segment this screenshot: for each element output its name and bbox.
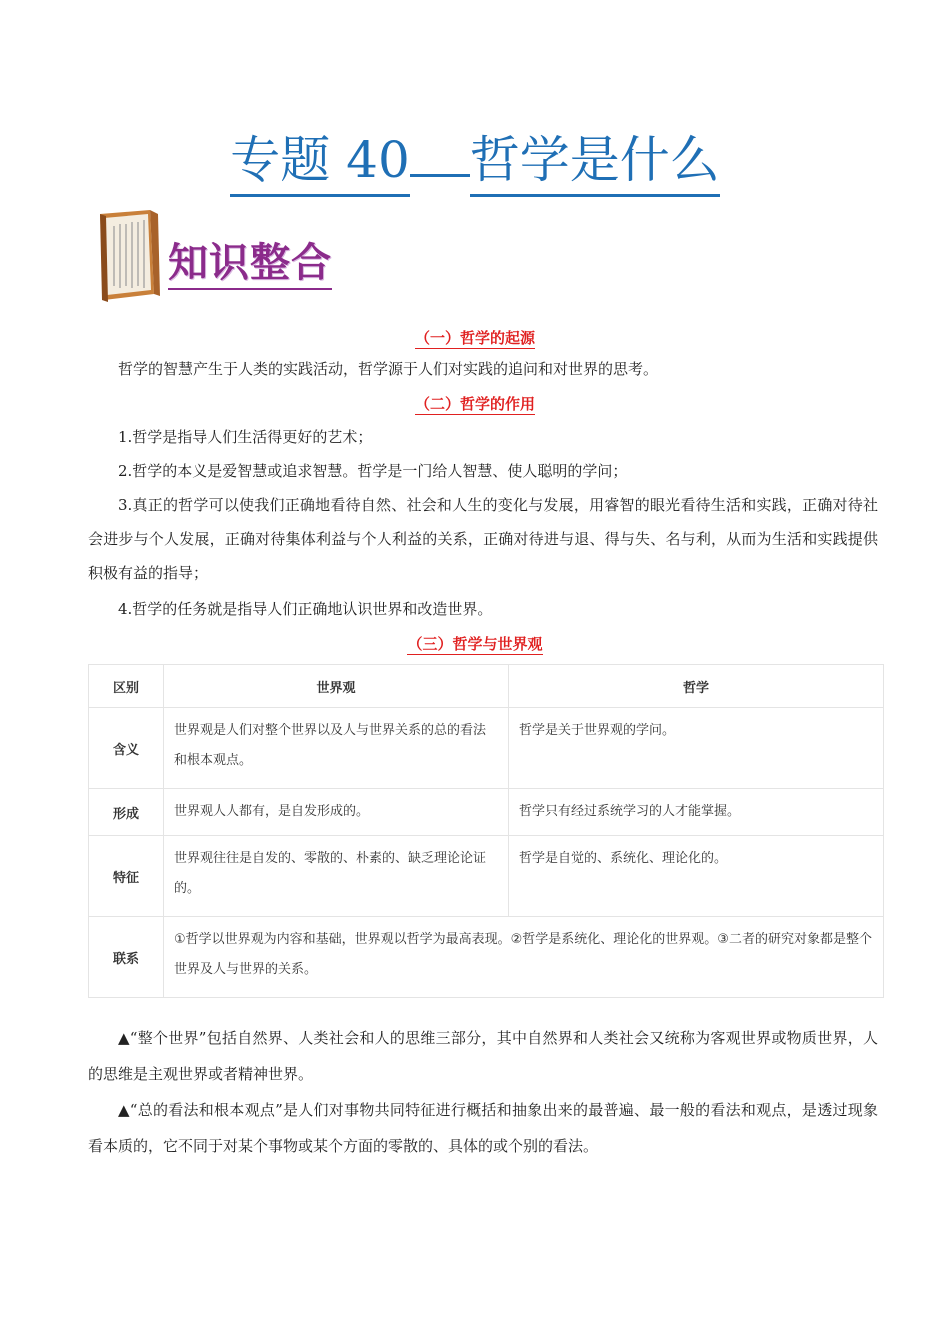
role-item-1: 1.哲学是指导人们生活得更好的艺术； xyxy=(118,428,373,446)
table-row xyxy=(89,708,884,789)
row-label: 联系 xyxy=(89,917,164,998)
note-paragraph: ▲“整个世界”包括自然界、人类社会和人的思维三部分，其中自然界和人类社会又统称为客观世界或物质世界，人的思维是主观世界或者精神世界。 xyxy=(88,1029,878,1083)
worldview-cell: 世界观往往是自发的、零散的、朴素的、缺乏理论论证的。 xyxy=(164,836,509,917)
role-item-2: 2.哲学的本义是爱智慧或追求智慧。哲学是一门给人智慧、使人聪明的学问； xyxy=(118,462,628,480)
book-icon xyxy=(92,208,162,304)
title-main: 哲学是什么 xyxy=(470,128,720,197)
title-prefix: 专题 40 xyxy=(230,128,410,197)
table-header-row xyxy=(89,665,884,708)
page-title xyxy=(0,128,950,197)
comparison-table xyxy=(88,664,884,998)
role-item-3: 3.真正的哲学可以使我们正确地看待自然、社会和人生的变化与发展，用睿智的眼光看待生活和实践，正确对待社会进步与个人发展，正确对待集体利益与个人利益的关系，正确对待进与退、得与失、名与利，从而为生活和实践提供积极有益的指导； xyxy=(88,496,878,582)
row-label: 形成 xyxy=(89,789,164,836)
philosophy-cell: 哲学是关于世界观的学问。 xyxy=(509,708,884,789)
philosophy-cell: 哲学是自觉的、系统化、理论化的。 xyxy=(509,836,884,917)
header-philosophy: 哲学 xyxy=(509,665,884,708)
philosophy-cell: 哲学只有经过系统学习的人才能掌握。 xyxy=(509,789,884,836)
banner-label: 知识整合 xyxy=(168,240,332,286)
row-label: 特征 xyxy=(89,836,164,917)
section-heading-role: （二）哲学的作用 xyxy=(414,395,535,413)
header-worldview: 世界观 xyxy=(164,665,509,708)
role-item-4: 4.哲学的任务就是指导人们正确地认识世界和改造世界。 xyxy=(118,600,493,618)
worldview-cell: 世界观人人都有，是自发形成的。 xyxy=(164,789,509,836)
row-label: 含义 xyxy=(89,708,164,789)
section-heading-origin: （一）哲学的起源 xyxy=(414,329,535,347)
note-paragraph: ▲“总的看法和根本观点”是人们对事物共同特征进行概括和抽象出来的最普遍、最一般的看法和观点，是透过现象看本质的，它不同于对某个事物或某个方面的零散的、具体的或个别的看法。 xyxy=(88,1101,878,1155)
table-row xyxy=(89,789,884,836)
worldview-cell: 世界观是人们对整个世界以及人与世界关系的总的看法和根本观点。 xyxy=(164,708,509,789)
section-heading-worldview: （三）哲学与世界观 xyxy=(407,635,543,653)
knowledge-banner xyxy=(92,208,332,304)
table-row xyxy=(89,836,884,917)
origin-paragraph: 哲学的智慧产生于人类的实践活动，哲学源于人们对实践的追问和对世界的思考。 xyxy=(118,360,659,378)
relation-cell: ①哲学以世界观为内容和基础，世界观以哲学为最高表现。②哲学是系统化、理论化的世界观。③二者的研究对象都是整个世界及人与世界的关系。 xyxy=(164,917,884,998)
table-row xyxy=(89,917,884,998)
header-difference: 区别 xyxy=(89,665,164,708)
